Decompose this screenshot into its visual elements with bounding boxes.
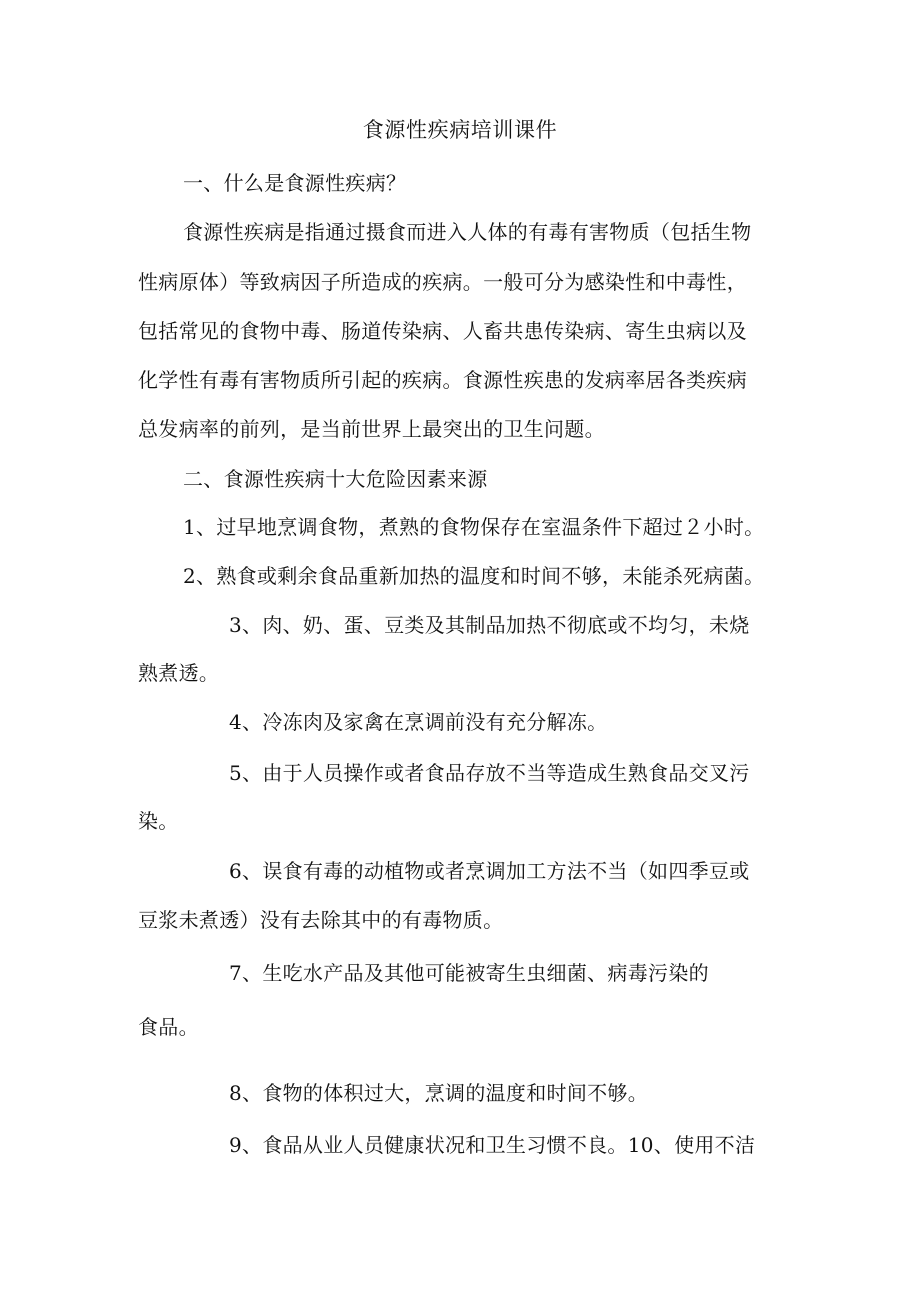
paragraph-line: 包括常见的食物中毒、肠道传染病、人畜共患传染病、寄生虫病以及 [138,319,747,343]
paragraph-line: 化学性有毒有害物质所引起的疾病。食源性疾患的发病率居各类疾病 [138,368,747,392]
section-heading-2: 二、食源性疾病十大危险因素来源 [183,467,488,491]
section-heading-1: 一、什么是食源性疾病？ [183,171,407,195]
list-item: 1、过早地烹调食物，煮熟的食物保存在室温条件下超过２小时。 [183,515,765,539]
list-item: 9、食品从业人员健康状况和卫生习惯不良。10、使用不洁 [229,1133,756,1157]
list-item: 6、误食有毒的动植物或者烹调加工方法不当（如四季豆或 [229,859,750,883]
list-item-continuation: 熟煮透。 [138,661,220,685]
list-item-continuation: 食品。 [138,1015,199,1039]
list-item: 5、由于人员操作或者食品存放不当等造成生熟食品交叉污 [229,761,750,785]
list-item: 7、生吃水产品及其他可能被寄生虫细菌、病毒污染的 [229,961,709,985]
list-item: 4、冷冻肉及家禽在烹调前没有充分解冻。 [229,710,608,734]
paragraph-line: 食源性疾病是指通过摄食而进入人体的有毒有害物质（包括生物 [183,220,752,244]
paragraph-line: 性病原体）等致病因子所造成的疾病。一般可分为感染性和中毒性， [138,270,747,294]
list-item-continuation: 豆浆未煮透）没有去除其中的有毒物质。 [138,908,504,932]
list-item: 2、熟食或剩余食品重新加热的温度和时间不够，未能杀死病菌。 [183,564,765,588]
page-title: 食源性疾病培训课件 [362,118,558,142]
paragraph-line: 总发病率的前列，是当前世界上最突出的卫生问题。 [138,417,605,441]
list-item: 8、食物的体积过大，烹调的温度和时间不够。 [229,1081,649,1105]
list-item-continuation: 染。 [138,809,179,833]
list-item: 3、肉、奶、蛋、豆类及其制品加热不彻底或不均匀，未烧 [229,613,750,637]
